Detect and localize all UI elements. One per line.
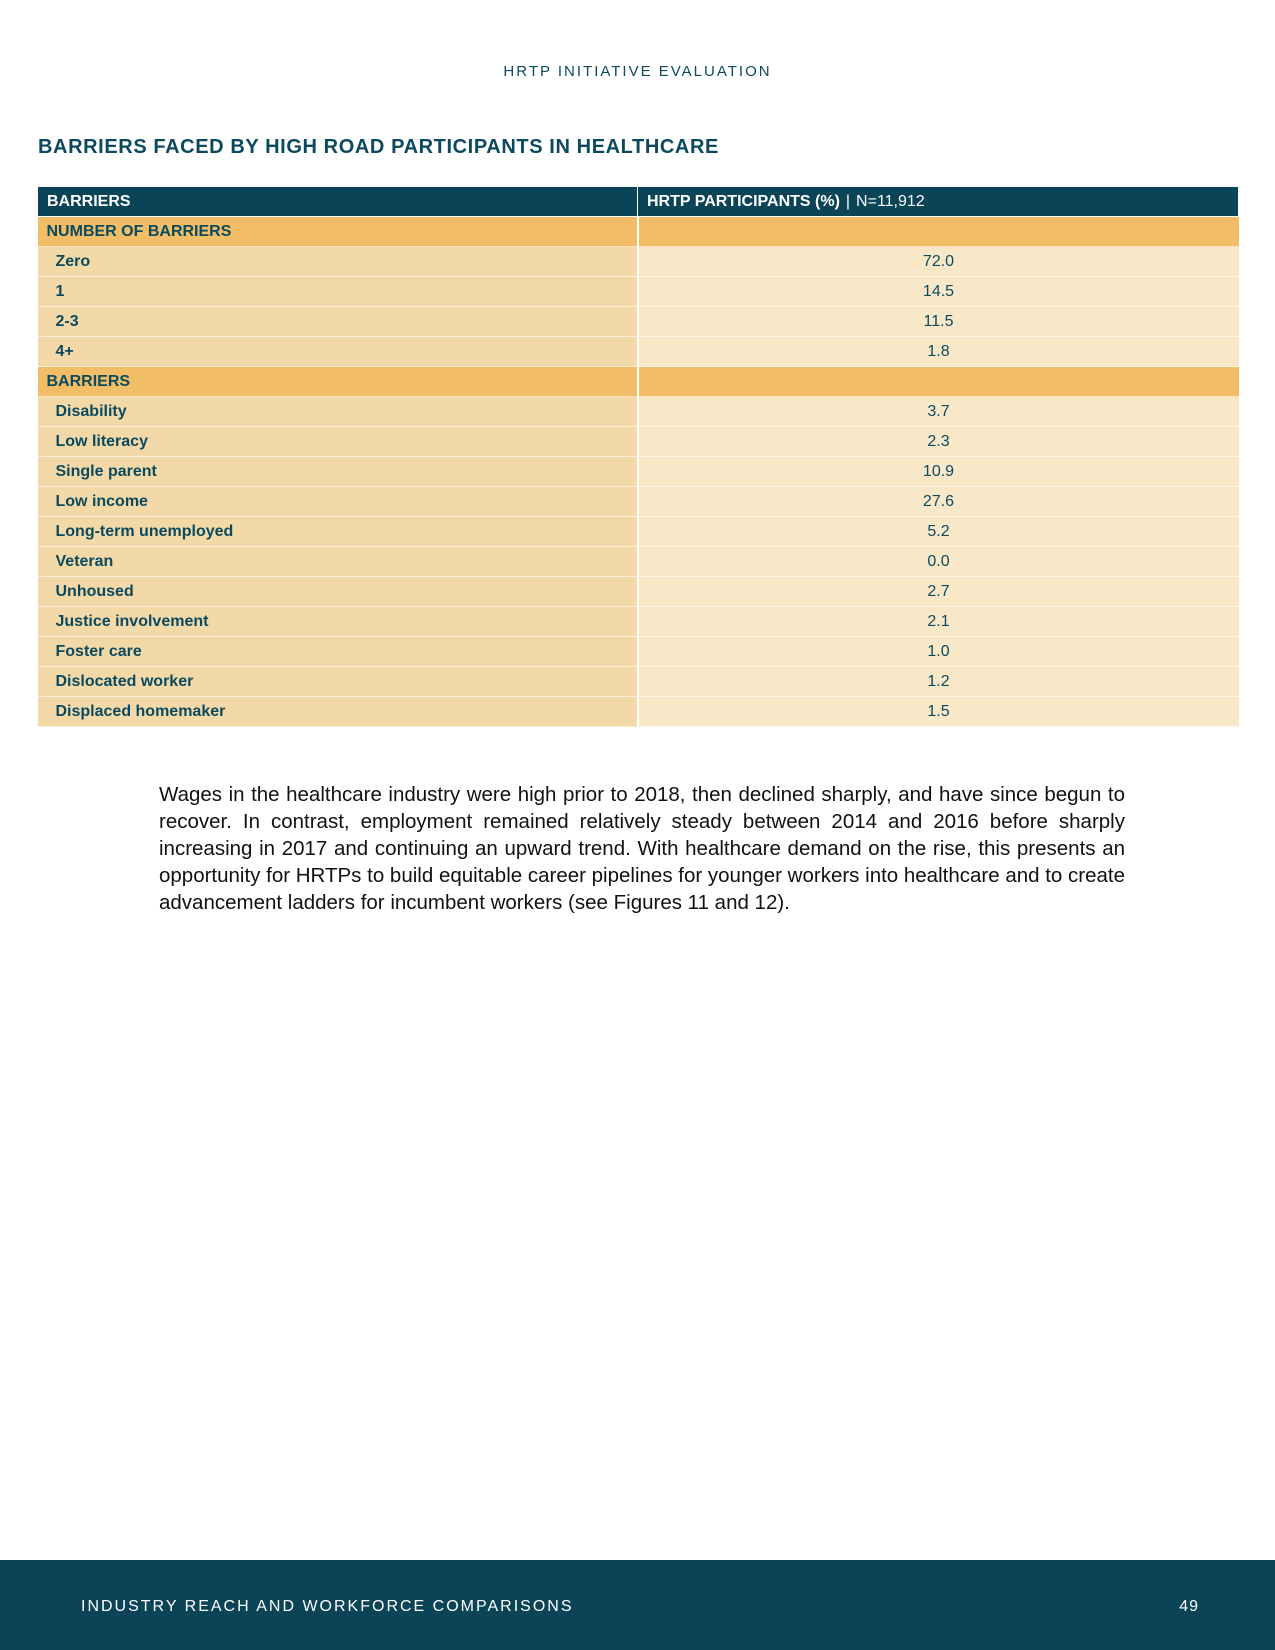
table-row <box>38 457 1239 487</box>
table-row <box>38 487 1239 517</box>
section-label: BARRIERS <box>38 367 638 397</box>
table-row <box>38 397 1239 427</box>
participants-label: HRTP PARTICIPANTS (%) <box>647 192 840 210</box>
row-label: 1 <box>38 277 638 307</box>
sample-size: N=11,912 <box>856 192 925 210</box>
footer-section-title: INDUSTRY REACH AND WORKFORCE COMPARISONS <box>81 1598 574 1615</box>
row-label: Low income <box>38 487 638 517</box>
table-row <box>38 427 1239 457</box>
table-row <box>38 547 1239 577</box>
table-row <box>38 667 1239 697</box>
row-value: 2.3 <box>638 427 1239 457</box>
row-value: 1.2 <box>638 667 1239 697</box>
row-label: Dislocated worker <box>38 667 638 697</box>
table-row <box>38 307 1239 337</box>
section-value-cell <box>638 217 1239 247</box>
row-value: 27.6 <box>638 487 1239 517</box>
row-label: Single parent <box>38 457 638 487</box>
row-value: 3.7 <box>638 397 1239 427</box>
column-header-participants <box>638 187 1239 217</box>
row-value: 5.2 <box>638 517 1239 547</box>
section-label: NUMBER OF BARRIERS <box>38 217 638 247</box>
row-label: Low literacy <box>38 427 638 457</box>
row-value: 0.0 <box>638 547 1239 577</box>
row-value: 1.5 <box>638 697 1239 727</box>
table-row <box>38 697 1239 727</box>
page-number: 49 <box>1179 1598 1199 1615</box>
row-value: 1.0 <box>638 637 1239 667</box>
header-separator: | <box>845 192 851 210</box>
row-value: 14.5 <box>638 277 1239 307</box>
row-label: Zero <box>38 247 638 277</box>
table-row <box>38 277 1239 307</box>
row-value: 2.1 <box>638 607 1239 637</box>
table-row <box>38 577 1239 607</box>
footer-band <box>0 1560 1275 1650</box>
column-header-barriers: BARRIERS <box>38 187 638 217</box>
table-row <box>38 337 1239 367</box>
section-row <box>38 217 1239 247</box>
table-row <box>38 247 1239 277</box>
running-header: HRTP INITIATIVE EVALUATION <box>503 63 772 80</box>
table-row <box>38 607 1239 637</box>
row-label: Justice involvement <box>38 607 638 637</box>
row-label: Displaced homemaker <box>38 697 638 727</box>
row-value: 11.5 <box>638 307 1239 337</box>
row-value: 1.8 <box>638 337 1239 367</box>
table-header-row <box>38 187 1239 217</box>
row-label: Long-term unemployed <box>38 517 638 547</box>
barriers-table <box>37 187 1239 727</box>
table-row <box>38 637 1239 667</box>
row-label: 2-3 <box>38 307 638 337</box>
row-value: 10.9 <box>638 457 1239 487</box>
row-label: Unhoused <box>38 577 638 607</box>
row-label: Foster care <box>38 637 638 667</box>
row-value: 72.0 <box>638 247 1239 277</box>
section-row <box>38 367 1239 397</box>
row-value: 2.7 <box>638 577 1239 607</box>
body-paragraph: Wages in the healthcare industry were high prior to 2018, then declined sharply, and have since begun to recover. In contrast, employment remained relatively steady between 2014 and 2016 before sharply increasing in 2017 and continuing an upward trend. With healthcare demand on the rise, this presents an opportunity for HRTPs to build equitable career pipelines for younger workers into healthcare and to create advancement ladders for incumbent workers (see Figures 11 and 12). <box>159 782 1125 914</box>
row-label: Veteran <box>38 547 638 577</box>
table-row <box>38 517 1239 547</box>
row-label: Disability <box>38 397 638 427</box>
row-label: 4+ <box>38 337 638 367</box>
section-value-cell <box>638 367 1239 397</box>
table-title: BARRIERS FACED BY HIGH ROAD PARTICIPANTS IN HEALTHCARE <box>38 136 719 158</box>
